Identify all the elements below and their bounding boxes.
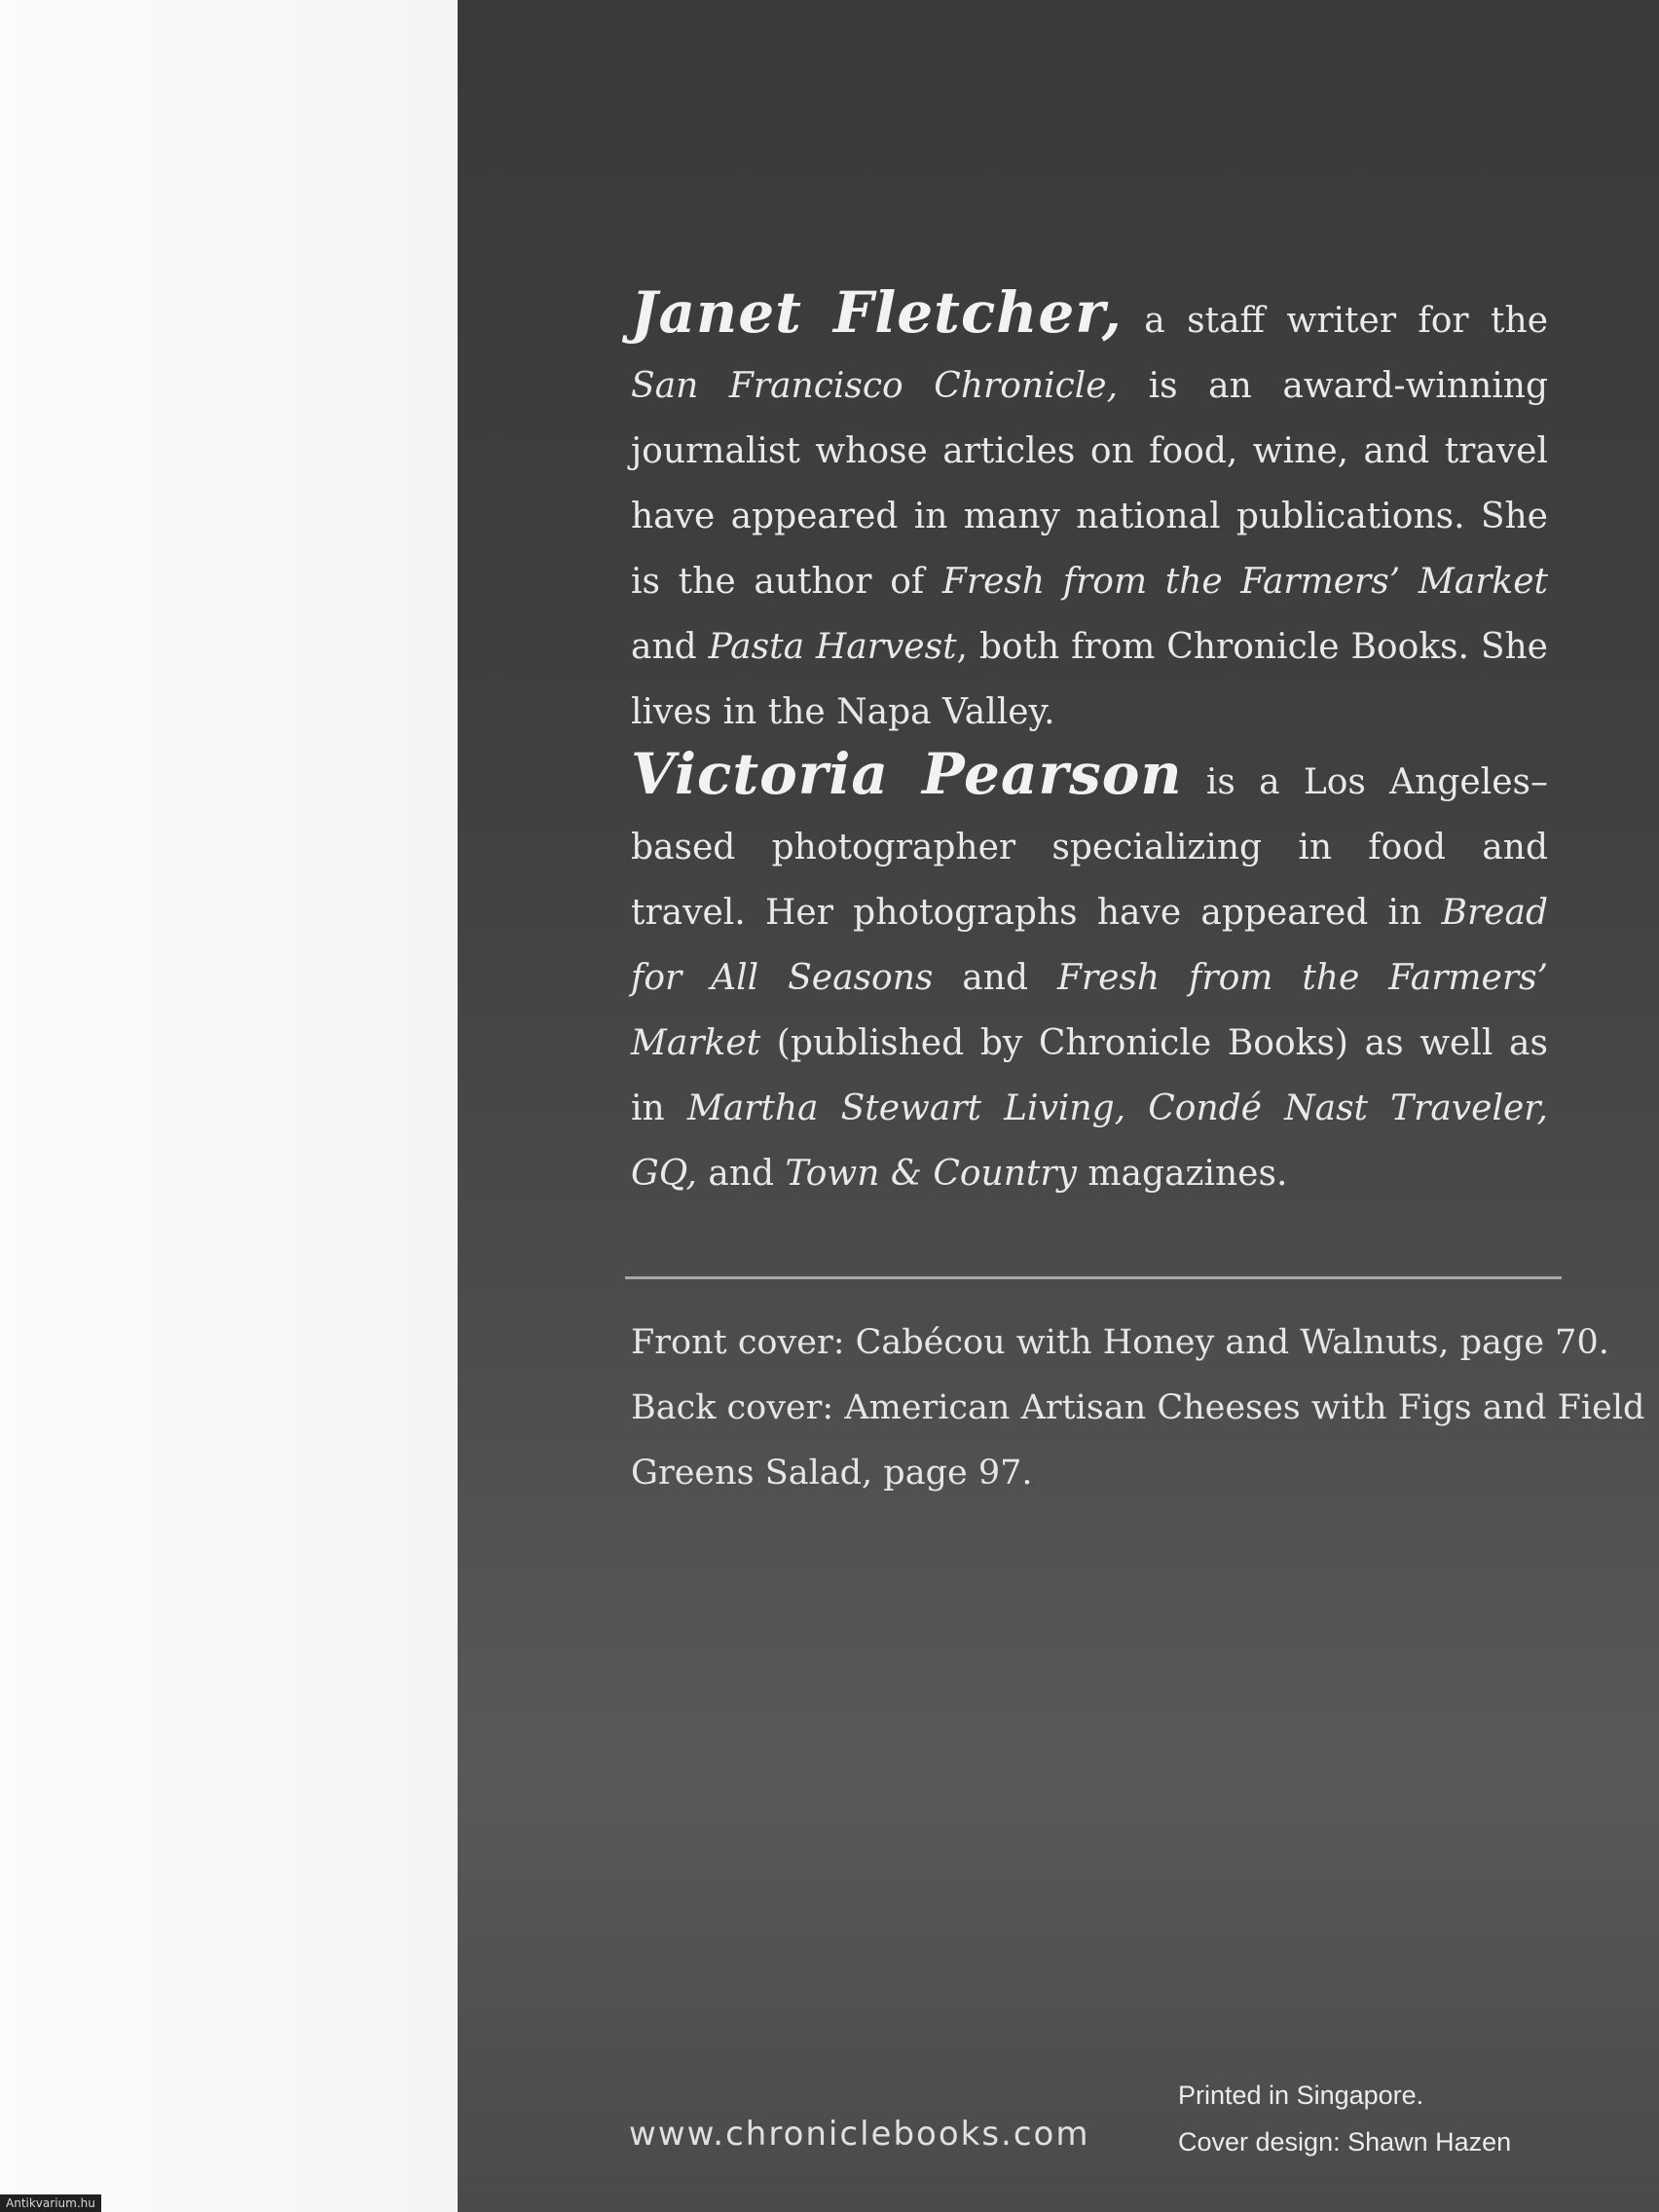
printed-in: Printed in Singapore. bbox=[1178, 2081, 1424, 2110]
photographer-bio-pearson bbox=[631, 742, 1548, 1206]
cover-credits bbox=[631, 1310, 1645, 1506]
bio-text: magazines. bbox=[1076, 1154, 1288, 1194]
book-title: Fresh from the Farmers’ Market bbox=[941, 562, 1548, 602]
scan-watermark: Antikvarium.hu bbox=[0, 2194, 101, 2212]
front-cover-credit: Front cover: Cabécou with Honey and Walnuts, page 70. bbox=[631, 1323, 1609, 1362]
divider-rule bbox=[625, 1276, 1562, 1279]
bio-text: , both from Chronicle Books. She lives in the Napa Valley. bbox=[631, 627, 1548, 732]
book-title: Fresh from the Farmers’ Market bbox=[631, 958, 1548, 1063]
bio-text: and bbox=[933, 958, 1057, 998]
author-name: Janet Fletcher, bbox=[631, 279, 1123, 346]
bio-text: is a Los Angeles–based photographer specializing in food and travel. Her photographs have appeared in bbox=[631, 762, 1549, 933]
publication-title: San Francisco Chronicle, bbox=[631, 366, 1119, 406]
book-title: Bread for All Seasons bbox=[631, 893, 1548, 998]
magazine-titles: Martha Stewart Living, Condé Nast Traveler, GQ, bbox=[631, 1088, 1548, 1194]
bio-text: and bbox=[696, 1154, 786, 1194]
imprint-info bbox=[1178, 2072, 1511, 2165]
bio-text: is an award-winning journalist whose articles on food, wine, and travel have appeared in many national publications. She is the author of bbox=[631, 366, 1548, 602]
photographer-name: Victoria Pearson bbox=[631, 741, 1183, 807]
book-title: Pasta Harvest bbox=[708, 627, 957, 667]
back-cover-credit: Back cover: American Artisan Cheeses with Figs and Field bbox=[631, 1388, 1645, 1427]
back-cover-credit-cont: Greens Salad, page 97. bbox=[631, 1454, 1033, 1493]
bio-text: (published by Chronicle Books) as well as in bbox=[631, 1023, 1548, 1128]
cover-design-credit: Cover design: Shawn Hazen bbox=[1178, 2127, 1512, 2157]
bio-text: a staff writer for the bbox=[1122, 301, 1548, 341]
bio-text: and bbox=[631, 627, 709, 667]
magazine-title: Town & Country bbox=[785, 1154, 1077, 1194]
author-bio-fletcher bbox=[631, 280, 1548, 745]
inside-flap-margin bbox=[0, 0, 458, 2212]
publisher-website: www.chroniclebooks.com bbox=[629, 2115, 1090, 2154]
